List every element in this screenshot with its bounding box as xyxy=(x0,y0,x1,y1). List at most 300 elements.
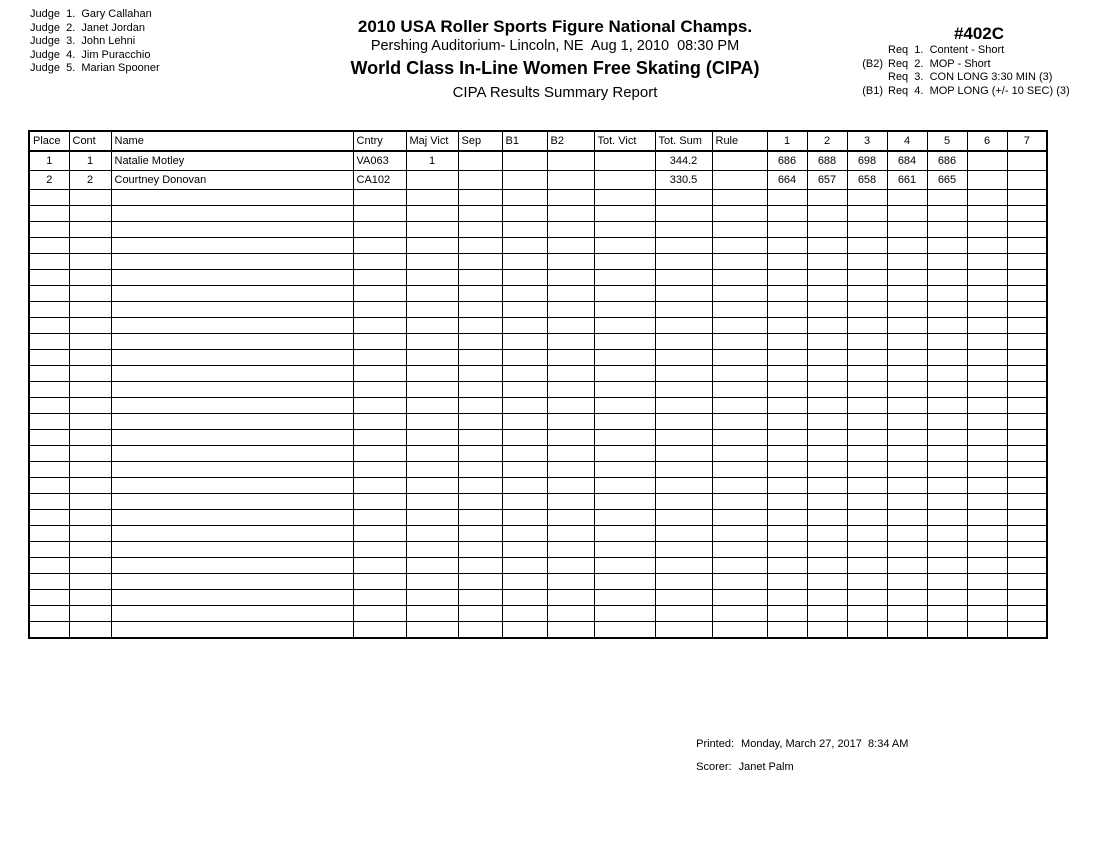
event-name: World Class In-Line Women Free Skating (CIPA) xyxy=(350,58,760,78)
table-cell: 686 xyxy=(767,151,807,171)
table-cell xyxy=(927,430,967,446)
table-cell xyxy=(1007,238,1047,254)
empty-row xyxy=(29,270,1047,286)
table-cell xyxy=(807,606,847,622)
table-cell xyxy=(967,590,1007,606)
table-cell xyxy=(69,382,111,398)
table-cell xyxy=(111,398,353,414)
table-cell xyxy=(1007,286,1047,302)
table-cell: 2 xyxy=(69,171,111,190)
table-cell xyxy=(927,462,967,478)
table-cell xyxy=(807,542,847,558)
table-cell xyxy=(594,190,655,206)
table-cell xyxy=(655,318,712,334)
table-cell xyxy=(458,318,502,334)
table-cell: 698 xyxy=(847,151,887,171)
header-row xyxy=(29,131,1047,151)
column-header: Name xyxy=(111,131,353,151)
table-cell xyxy=(887,494,927,510)
table-cell xyxy=(767,526,807,542)
req-prefix xyxy=(853,71,883,85)
table-cell xyxy=(807,382,847,398)
empty-row xyxy=(29,254,1047,270)
table-cell xyxy=(502,318,547,334)
table-cell xyxy=(847,206,887,222)
table-cell xyxy=(887,606,927,622)
table-cell xyxy=(655,542,712,558)
table-cell xyxy=(69,366,111,382)
table-cell xyxy=(847,606,887,622)
table-cell xyxy=(767,542,807,558)
table-cell xyxy=(547,446,594,462)
table-cell xyxy=(406,318,458,334)
table-cell xyxy=(458,622,502,638)
table-cell xyxy=(847,238,887,254)
table-cell xyxy=(69,238,111,254)
printed-label: Printed: xyxy=(696,738,735,750)
table-cell xyxy=(887,206,927,222)
table-cell xyxy=(69,302,111,318)
table-cell xyxy=(712,510,767,526)
table-cell xyxy=(69,270,111,286)
empty-row xyxy=(29,526,1047,542)
table-cell xyxy=(807,430,847,446)
table-cell xyxy=(767,510,807,526)
table-cell xyxy=(655,286,712,302)
table-cell xyxy=(967,398,1007,414)
table-cell xyxy=(655,254,712,270)
table-cell xyxy=(712,526,767,542)
column-header: 6 xyxy=(967,131,1007,151)
table-cell xyxy=(594,286,655,302)
table-cell xyxy=(807,558,847,574)
empty-row xyxy=(29,542,1047,558)
table-cell xyxy=(967,270,1007,286)
table-cell xyxy=(502,558,547,574)
table-cell xyxy=(353,254,406,270)
title-block xyxy=(240,16,870,106)
table-cell xyxy=(1007,510,1047,526)
table-cell xyxy=(29,302,69,318)
table-cell: Natalie Motley xyxy=(111,151,353,171)
table-cell xyxy=(458,462,502,478)
column-header: Cont xyxy=(69,131,111,151)
table-cell: 664 xyxy=(767,171,807,190)
table-cell xyxy=(353,206,406,222)
table-cell xyxy=(927,254,967,270)
table-cell xyxy=(594,478,655,494)
table-cell xyxy=(111,222,353,238)
table-cell xyxy=(69,622,111,638)
table-cell xyxy=(353,382,406,398)
table-cell xyxy=(406,430,458,446)
table-cell xyxy=(502,622,547,638)
table-cell xyxy=(927,206,967,222)
table-cell xyxy=(594,414,655,430)
table-cell xyxy=(967,558,1007,574)
table-cell xyxy=(767,462,807,478)
table-cell xyxy=(887,542,927,558)
table-cell xyxy=(111,606,353,622)
table-cell xyxy=(594,254,655,270)
table-cell xyxy=(847,302,887,318)
table-cell xyxy=(458,254,502,270)
table-cell xyxy=(594,494,655,510)
table-cell: 1 xyxy=(69,151,111,171)
table-cell xyxy=(547,558,594,574)
table-cell xyxy=(353,414,406,430)
table-cell xyxy=(967,302,1007,318)
table-cell xyxy=(594,171,655,190)
table-cell xyxy=(887,382,927,398)
table-cell xyxy=(1007,270,1047,286)
table-cell xyxy=(594,558,655,574)
table-cell xyxy=(712,151,767,171)
table-cell xyxy=(111,382,353,398)
table-cell xyxy=(547,542,594,558)
table-cell xyxy=(406,462,458,478)
table-cell xyxy=(807,222,847,238)
table-cell xyxy=(967,526,1007,542)
table-cell xyxy=(847,590,887,606)
table-cell xyxy=(69,574,111,590)
empty-row xyxy=(29,430,1047,446)
table-cell xyxy=(69,286,111,302)
table-cell xyxy=(1007,414,1047,430)
table-cell xyxy=(927,334,967,350)
table-cell xyxy=(547,254,594,270)
table-cell xyxy=(29,430,69,446)
column-header: Place xyxy=(29,131,69,151)
table-cell: 330.5 xyxy=(655,171,712,190)
report-title: CIPA Results Summary Report xyxy=(452,84,658,101)
judges-block xyxy=(30,8,160,76)
table-cell xyxy=(807,574,847,590)
table-cell xyxy=(111,270,353,286)
table-cell xyxy=(927,286,967,302)
table-cell xyxy=(406,606,458,622)
table-cell xyxy=(967,190,1007,206)
empty-row xyxy=(29,398,1047,414)
table-cell xyxy=(458,510,502,526)
table-cell xyxy=(887,318,927,334)
table-cell xyxy=(69,318,111,334)
table-cell xyxy=(807,366,847,382)
table-cell xyxy=(767,414,807,430)
requirement-line xyxy=(853,58,1100,72)
table-cell xyxy=(767,270,807,286)
table-cell xyxy=(69,478,111,494)
table-cell xyxy=(887,366,927,382)
table-cell xyxy=(406,622,458,638)
event-number: #402C xyxy=(953,24,1005,43)
table-cell xyxy=(927,606,967,622)
table-cell xyxy=(353,574,406,590)
table-cell xyxy=(458,446,502,462)
table-cell xyxy=(594,462,655,478)
table-cell: 1 xyxy=(406,151,458,171)
table-cell xyxy=(1007,542,1047,558)
table-cell xyxy=(458,382,502,398)
table-cell xyxy=(712,446,767,462)
req-prefix: (B1) xyxy=(862,84,883,97)
table-cell xyxy=(502,171,547,190)
table-cell xyxy=(655,206,712,222)
table-cell xyxy=(847,286,887,302)
table-cell xyxy=(111,622,353,638)
table-cell xyxy=(927,302,967,318)
table-cell xyxy=(847,270,887,286)
table-cell xyxy=(502,510,547,526)
table-cell xyxy=(111,590,353,606)
table-cell xyxy=(502,494,547,510)
table-cell xyxy=(502,254,547,270)
table-cell xyxy=(111,238,353,254)
table-cell xyxy=(353,366,406,382)
table-cell xyxy=(655,222,712,238)
table-cell xyxy=(807,270,847,286)
table-cell xyxy=(547,526,594,542)
table-cell xyxy=(547,171,594,190)
table-cell xyxy=(887,462,927,478)
table-cell xyxy=(712,414,767,430)
table-cell xyxy=(594,622,655,638)
table-cell xyxy=(807,510,847,526)
table-cell xyxy=(847,366,887,382)
table-cell xyxy=(458,171,502,190)
empty-row xyxy=(29,222,1047,238)
table-row xyxy=(29,171,1047,190)
table-cell xyxy=(547,334,594,350)
table-cell xyxy=(458,574,502,590)
table-cell xyxy=(29,254,69,270)
table-cell xyxy=(406,574,458,590)
table-cell xyxy=(887,622,927,638)
table-cell xyxy=(594,590,655,606)
table-cell xyxy=(547,590,594,606)
table-cell xyxy=(927,574,967,590)
judge-line: Judge 5. Marian Spooner xyxy=(30,62,160,74)
table-cell xyxy=(29,318,69,334)
table-cell xyxy=(1007,151,1047,171)
table-cell xyxy=(847,254,887,270)
table-cell xyxy=(69,590,111,606)
table-cell xyxy=(458,302,502,318)
table-cell xyxy=(458,542,502,558)
table-cell xyxy=(353,398,406,414)
table-cell xyxy=(767,350,807,366)
table-cell xyxy=(111,318,353,334)
table-cell xyxy=(69,430,111,446)
table-cell xyxy=(353,334,406,350)
table-cell xyxy=(807,190,847,206)
table-cell xyxy=(502,238,547,254)
table-cell xyxy=(69,558,111,574)
table-cell xyxy=(353,222,406,238)
table-cell xyxy=(967,446,1007,462)
table-cell xyxy=(967,494,1007,510)
table-cell xyxy=(847,334,887,350)
table-cell xyxy=(807,302,847,318)
table-cell xyxy=(353,462,406,478)
table-cell xyxy=(712,318,767,334)
table-cell xyxy=(29,334,69,350)
table-cell xyxy=(406,526,458,542)
table-cell xyxy=(1007,318,1047,334)
table-cell: 657 xyxy=(807,171,847,190)
table-cell xyxy=(847,526,887,542)
table-cell xyxy=(547,302,594,318)
table-cell xyxy=(29,350,69,366)
table-cell xyxy=(353,190,406,206)
table-cell xyxy=(69,494,111,510)
table-cell xyxy=(406,190,458,206)
table-cell xyxy=(547,206,594,222)
table-cell xyxy=(29,526,69,542)
table-cell xyxy=(655,478,712,494)
table-cell: 686 xyxy=(927,151,967,171)
table-cell xyxy=(655,558,712,574)
table-cell xyxy=(767,446,807,462)
table-cell xyxy=(547,190,594,206)
table-cell xyxy=(29,606,69,622)
table-cell xyxy=(807,622,847,638)
table-cell xyxy=(547,574,594,590)
table-cell xyxy=(594,270,655,286)
table-cell xyxy=(69,350,111,366)
table-cell xyxy=(1007,494,1047,510)
table-cell xyxy=(594,302,655,318)
table-cell xyxy=(927,398,967,414)
table-cell: 665 xyxy=(927,171,967,190)
table-cell xyxy=(547,510,594,526)
table-cell xyxy=(458,590,502,606)
table-cell xyxy=(406,334,458,350)
table-cell xyxy=(655,446,712,462)
table-cell xyxy=(655,382,712,398)
table-cell xyxy=(712,222,767,238)
table-cell xyxy=(29,574,69,590)
table-cell xyxy=(767,302,807,318)
table-cell xyxy=(111,510,353,526)
table-cell: 1 xyxy=(29,151,69,171)
table-cell xyxy=(69,446,111,462)
table-cell xyxy=(887,574,927,590)
empty-row xyxy=(29,318,1047,334)
table-cell: 688 xyxy=(807,151,847,171)
column-header: Tot. Vict xyxy=(594,131,655,151)
column-header: Tot. Sum xyxy=(655,131,712,151)
table-cell xyxy=(29,462,69,478)
table-cell xyxy=(594,446,655,462)
table-cell xyxy=(353,286,406,302)
table-cell xyxy=(967,606,1007,622)
empty-row xyxy=(29,510,1047,526)
table-cell xyxy=(547,398,594,414)
table-cell xyxy=(406,350,458,366)
table-cell xyxy=(29,446,69,462)
table-cell xyxy=(807,494,847,510)
table-cell xyxy=(712,574,767,590)
table-cell xyxy=(655,494,712,510)
table-cell xyxy=(69,510,111,526)
table-cell xyxy=(967,334,1007,350)
table-cell xyxy=(967,622,1007,638)
table-cell xyxy=(547,222,594,238)
table-cell xyxy=(502,206,547,222)
scorer-line xyxy=(690,749,794,773)
table-cell xyxy=(847,446,887,462)
table-cell: Courtney Donovan xyxy=(111,171,353,190)
req-text: Req 3. CON LONG 3:30 MIN (3) xyxy=(888,71,1053,83)
table-cell xyxy=(927,590,967,606)
table-cell xyxy=(353,446,406,462)
table-cell xyxy=(594,334,655,350)
table-cell xyxy=(655,430,712,446)
table-cell xyxy=(807,414,847,430)
table-cell xyxy=(69,190,111,206)
table-cell xyxy=(1007,334,1047,350)
empty-row xyxy=(29,478,1047,494)
table-cell xyxy=(1007,590,1047,606)
table-cell xyxy=(712,254,767,270)
table-cell xyxy=(1007,382,1047,398)
table-cell xyxy=(712,350,767,366)
table-cell xyxy=(594,574,655,590)
table-cell xyxy=(807,254,847,270)
column-header: Rule xyxy=(712,131,767,151)
table-cell xyxy=(807,462,847,478)
table-row xyxy=(29,151,1047,171)
table-cell xyxy=(847,478,887,494)
event-venue-date: Pershing Auditorium- Lincoln, NE Aug 1, 2010 08:30 PM xyxy=(370,38,740,54)
table-cell xyxy=(502,334,547,350)
table-cell xyxy=(847,190,887,206)
table-cell xyxy=(655,398,712,414)
table-cell xyxy=(927,494,967,510)
table-cell xyxy=(502,590,547,606)
table-cell xyxy=(712,398,767,414)
table-cell xyxy=(847,622,887,638)
table-cell xyxy=(712,606,767,622)
table-cell xyxy=(458,270,502,286)
table-cell xyxy=(712,590,767,606)
judge-line: Judge 1. Gary Callahan xyxy=(30,8,152,20)
table-cell xyxy=(502,446,547,462)
table-cell xyxy=(594,222,655,238)
table-cell xyxy=(406,590,458,606)
table-cell xyxy=(594,542,655,558)
table-cell xyxy=(502,270,547,286)
table-cell xyxy=(767,318,807,334)
table-cell xyxy=(967,171,1007,190)
table-cell xyxy=(1007,574,1047,590)
table-cell xyxy=(111,206,353,222)
req-text: Req 4. MOP LONG (+/- 10 SEC) (3) xyxy=(888,84,1070,97)
table-cell xyxy=(458,151,502,171)
table-cell xyxy=(927,542,967,558)
empty-row xyxy=(29,494,1047,510)
table-cell xyxy=(458,334,502,350)
table-cell xyxy=(458,430,502,446)
table-cell xyxy=(887,334,927,350)
table-cell xyxy=(1007,302,1047,318)
printed-value: Monday, March 27, 2017 8:34 AM xyxy=(741,738,909,750)
req-prefix xyxy=(853,44,883,58)
table-cell: 344.2 xyxy=(655,151,712,171)
table-cell xyxy=(406,558,458,574)
table-cell xyxy=(712,206,767,222)
